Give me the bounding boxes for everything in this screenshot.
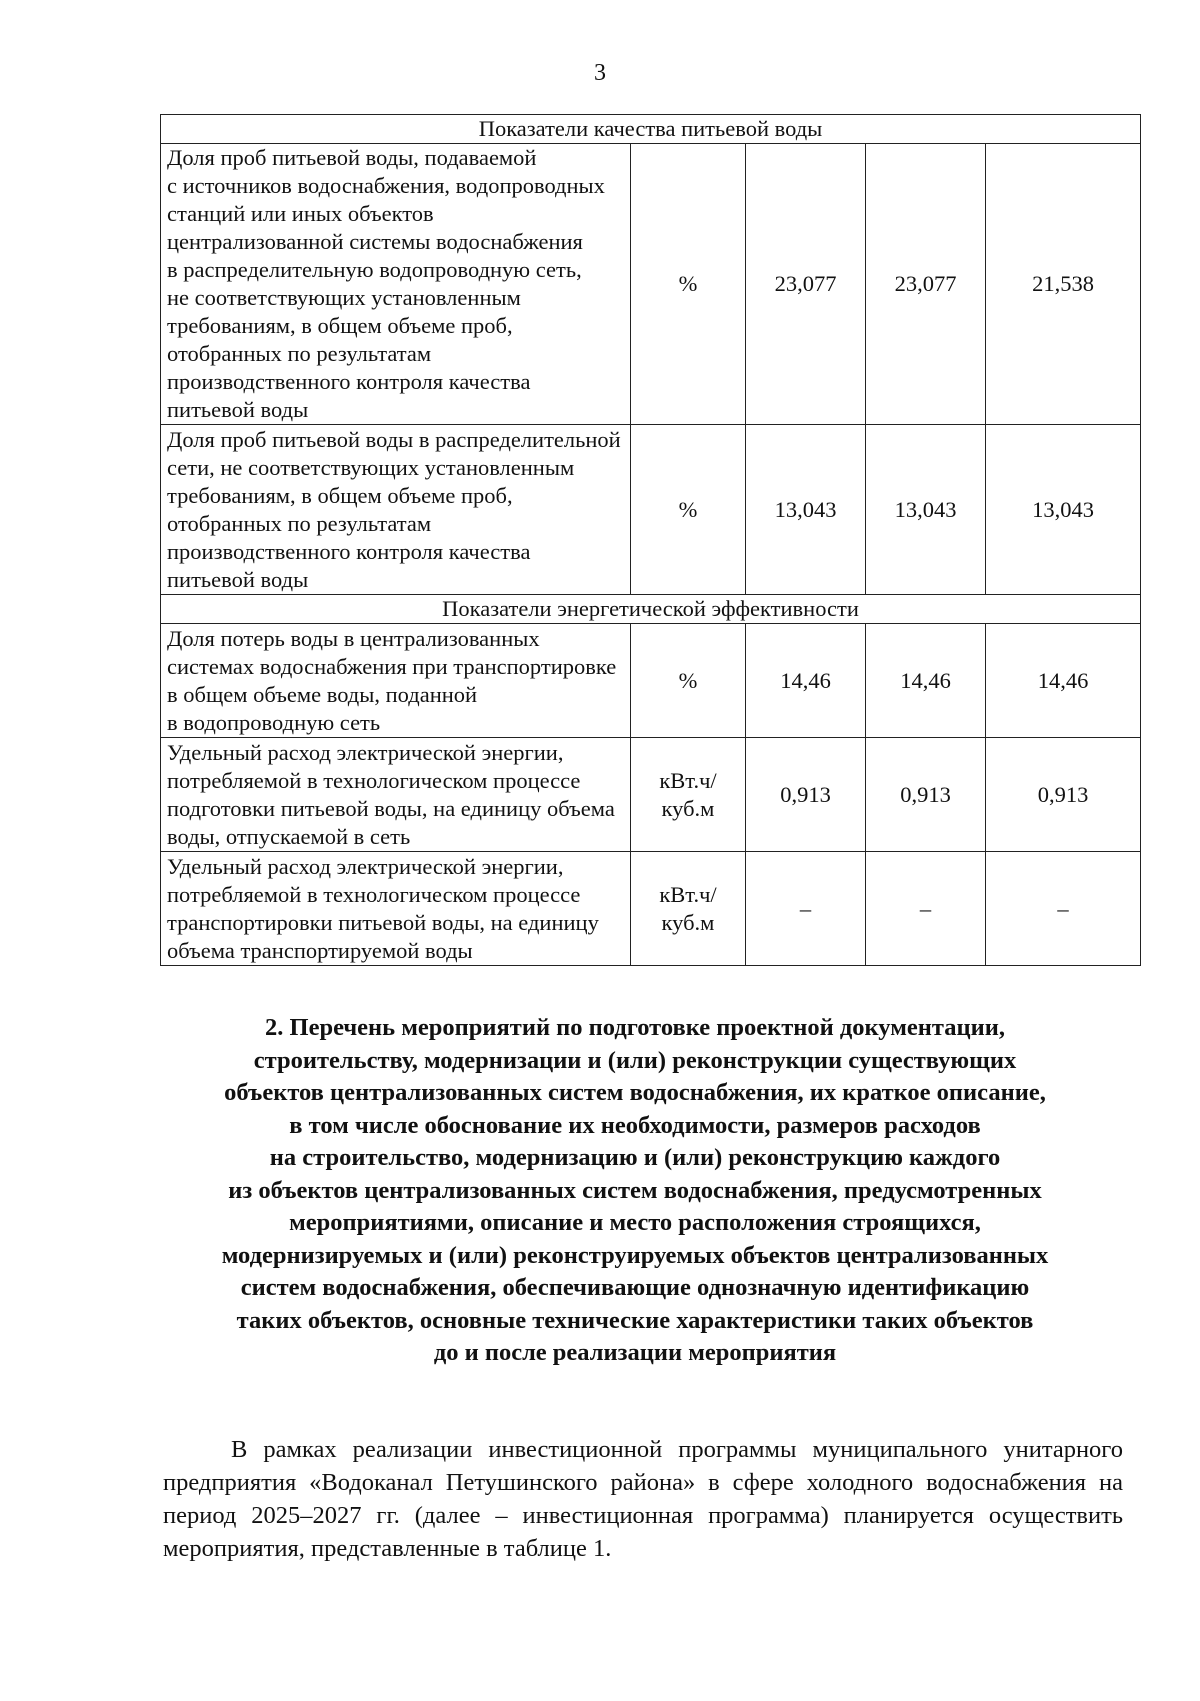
indicator-unit: %: [631, 144, 746, 425]
table-row: [161, 425, 1141, 595]
table-row: [161, 144, 1141, 425]
table-row: [161, 738, 1141, 852]
section-heading: 2. Перечень мероприятий по подготовке проектной документации, строительству, модернизации и (или) реконструкции существующих объектов централизованных систем водоснабжения, их краткое описание, в том числе обоснование их необходимости, размеров расходов на строительство, модернизацию и (или) реконструкцию каждого из объектов централизованных систем водоснабжения, предусмотренных мероприятиями, описание и место расположения строящихся, модернизируемых и (или) реконструируемых объектов централизованных систем водоснабжения, обеспечивающие однозначную идентификацию таких объектов, основные технические характеристики таких объектов до и после реализации мероприятия: [221, 1014, 1049, 1366]
value-year-2: 23,077: [866, 144, 986, 425]
value-year-3: 13,043: [986, 425, 1141, 595]
value-year-3: 14,46: [986, 624, 1141, 738]
indicator-name: Удельный расход электрической энергии, потребляемой в технологическом процессе подготовки питьевой воды, на единицу объема воды, отпускаемой в сеть: [161, 738, 631, 852]
page-number: 3: [594, 60, 606, 86]
indicator-name: Удельный расход электрической энергии, потребляемой в технологическом процессе транспортировки питьевой воды, на единицу объема транспортируемой воды: [161, 852, 631, 966]
value-year-1: 23,077: [746, 144, 866, 425]
table-row: [161, 624, 1141, 738]
indicator-name: Доля потерь воды в централизованных системах водоснабжения при транспортировке в общем объеме воды, поданной в водопроводную сеть: [161, 624, 631, 738]
indicator-unit: кВт.ч/ куб.м: [631, 852, 746, 966]
value-year-2: 14,46: [866, 624, 986, 738]
value-year-1: 13,043: [746, 425, 866, 595]
value-year-1: 0,913: [746, 738, 866, 852]
body-paragraph: В рамках реализации инвестиционной программы муниципального унитарного предприятия «Водоканал Петушинского района» в сфере холодного водоснабжения на период 2025–2027 гг. (далее – инвестиционная программа) планируется осуществить мероприятия, представленные в таблице 1.: [163, 1435, 1123, 1562]
value-year-3: 21,538: [986, 144, 1141, 425]
table-row: [161, 852, 1141, 966]
indicator-unit: %: [631, 624, 746, 738]
section-title: Показатели энергетической эффективности: [161, 595, 1141, 624]
value-year-2: 0,913: [866, 738, 986, 852]
indicator-unit: кВт.ч/ куб.м: [631, 738, 746, 852]
value-year-1: 14,46: [746, 624, 866, 738]
section-row: [161, 595, 1141, 624]
value-year-3: –: [986, 852, 1141, 966]
indicator-name: Доля проб питьевой воды в распределительной сети, не соответствующих установленным требованиям, в общем объеме проб, отобранных по результатам производственного контроля качества питьевой воды: [161, 425, 631, 595]
value-year-3: 0,913: [986, 738, 1141, 852]
value-year-2: –: [866, 852, 986, 966]
value-year-2: 13,043: [866, 425, 986, 595]
indicators-table: [160, 114, 1141, 966]
indicator-name: Доля проб питьевой воды, подаваемой с источников водоснабжения, водопроводных станций или иных объектов централизованной системы водоснабжения в распределительную водопроводную сеть, не соответствующих установленным требованиям, в общем объеме проб, отобранных по результатам производственного контроля качества питьевой воды: [161, 144, 631, 425]
section-title: Показатели качества питьевой воды: [161, 115, 1141, 144]
section-row: [161, 115, 1141, 144]
indicator-unit: %: [631, 425, 746, 595]
value-year-1: –: [746, 852, 866, 966]
